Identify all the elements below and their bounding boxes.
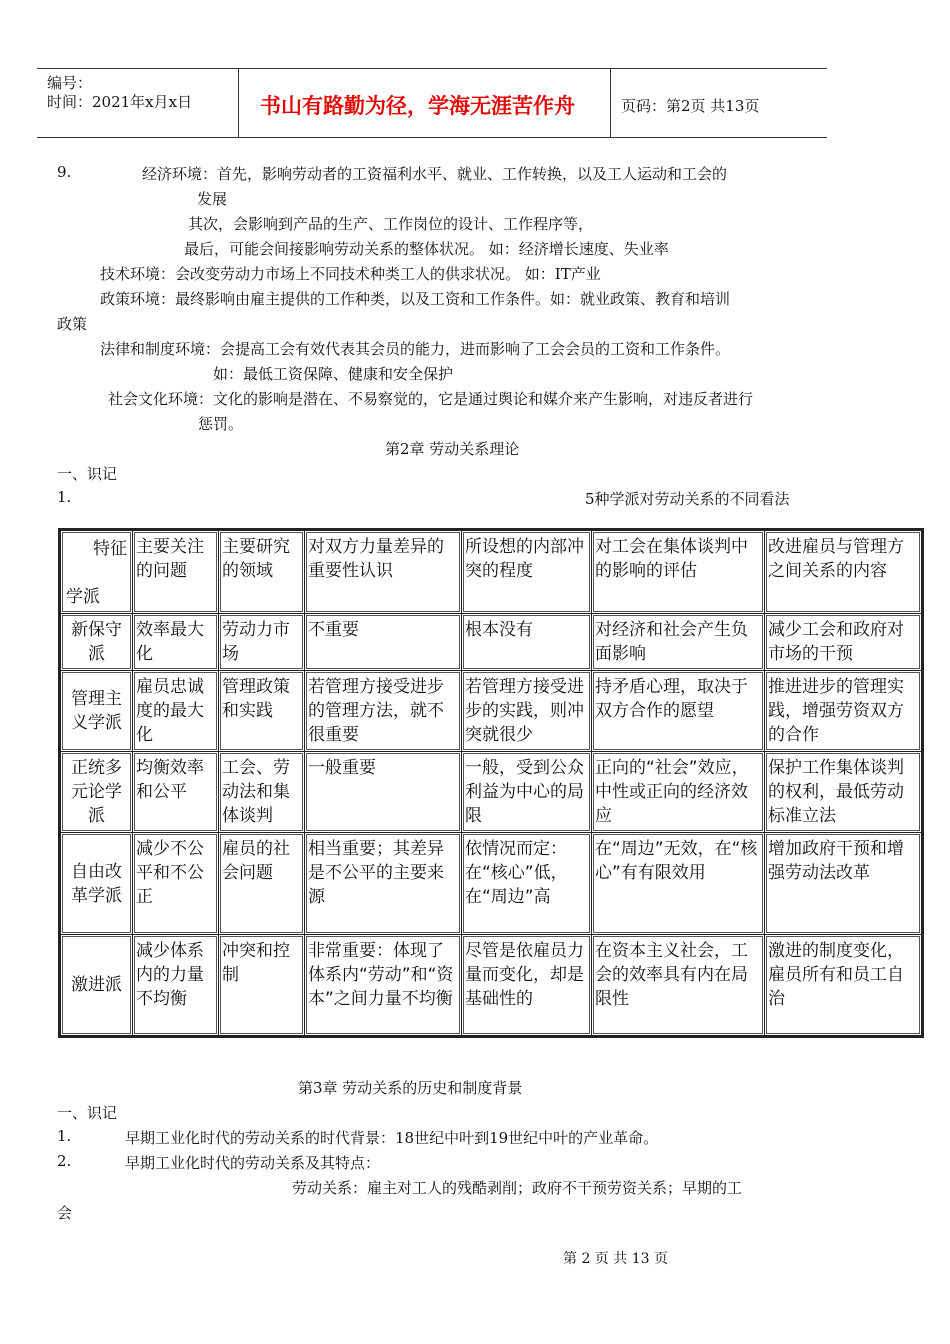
text-line: 劳动关系：雇主对工人的残酷剥削；政府不干预劳资关系；早期的工 — [292, 1179, 743, 1197]
chapter-title: 第2章 劳动关系理论 — [385, 440, 520, 458]
table-cell: 依情况而定：在“核心”低，在“周边”高 — [462, 833, 592, 935]
document-number-label: 编号： — [47, 74, 93, 92]
text-line: 政策 — [57, 315, 88, 333]
document-time-label: 时间：2021年x月x日 — [47, 93, 193, 111]
column-header: 所设想的内部冲突的程度 — [462, 530, 592, 614]
page-indicator: 页码：第2页 共13页 — [621, 97, 760, 115]
table-row — [60, 833, 923, 935]
table-cell: 减少体系内的力量不均衡 — [133, 935, 219, 1037]
text-line: 法律和制度环境：会提高工会有效代表其会员的能力，进而影响了工会会员的工资和工作条件。 — [100, 340, 731, 358]
text-line: 其次，会影响到产品的生产、工作岗位的设计、工作程序等， — [188, 215, 594, 233]
table-cell: 劳动力市场 — [219, 614, 305, 671]
column-header: 改进雇员与管理方之间关系的内容 — [765, 530, 923, 614]
table-cell: 若管理方接受进步的管理方法，就不很重要 — [305, 671, 462, 752]
table-cell: 推进进步的管理实践，增强劳资双方的合作 — [765, 671, 923, 752]
text-line: 最后，可能会间接影响劳动关系的整体状况。 如：经济增长速度、失业率 — [184, 240, 669, 258]
section-heading: 一、识记 — [57, 1104, 118, 1122]
list-number: 1. — [57, 488, 72, 506]
row-header: 新保守派 — [60, 614, 133, 671]
row-header: 激进派 — [60, 935, 133, 1037]
list-number: 1. — [57, 1127, 72, 1145]
header-divider — [238, 69, 239, 137]
text-line: 会 — [57, 1204, 73, 1222]
text-line: 早期工业化时代的劳动关系及其特点： — [125, 1154, 381, 1172]
table-cell: 不重要 — [305, 614, 462, 671]
list-number: 9. — [57, 163, 72, 181]
text-line: 早期工业化时代的劳动关系的时代背景：18世纪中叶到19世纪中叶的产业革命。 — [125, 1129, 659, 1147]
table-row — [60, 935, 923, 1037]
table-cell: 管理政策和实践 — [219, 671, 305, 752]
table-cell: 一般重要 — [305, 752, 462, 833]
table-cell: 在资本主义社会，工会的效率具有内在局限性 — [592, 935, 765, 1037]
table-cell: 雇员忠诚度的最大化 — [133, 671, 219, 752]
text-line: 如：最低工资保障、健康和安全保护 — [213, 365, 454, 383]
table-cell: 工会、劳动法和集体谈判 — [219, 752, 305, 833]
table-cell: 雇员的社会问题 — [219, 833, 305, 935]
row-header: 自由改革学派 — [60, 833, 133, 935]
table-cell: 相当重要；其差异是不公平的主要来源 — [305, 833, 462, 935]
column-header: 主要关注的问题 — [133, 530, 219, 614]
table-cell: 若管理方接受进步的实践，则冲突就很少 — [462, 671, 592, 752]
table-cell: 冲突和控制 — [219, 935, 305, 1037]
table-cell: 一般，受到公众利益为中心的局限 — [462, 752, 592, 833]
table-cell: 保护工作集体谈判的权利，最低劳动标准立法 — [765, 752, 923, 833]
header-motto: 书山有路勤为径，学海无涯苦作舟 — [260, 94, 575, 118]
schools-comparison-table — [58, 528, 924, 1038]
section-heading: 一、识记 — [57, 465, 118, 483]
table-row — [60, 671, 923, 752]
table-row — [60, 614, 923, 671]
column-header: 对双方力量差异的重要性认识 — [305, 530, 462, 614]
row-header: 管理主义学派 — [60, 671, 133, 752]
column-header: 主要研究的领域 — [219, 530, 305, 614]
table-cell: 非常重要：体现了体系内“劳动”和“资本”之间力量不均衡 — [305, 935, 462, 1037]
list-number: 2. — [57, 1152, 72, 1170]
table-caption: 5种学派对劳动关系的不同看法 — [585, 490, 790, 508]
table-cell: 正向的“社会”效应，中性或正向的经济效应 — [592, 752, 765, 833]
text-line: 惩罚。 — [198, 415, 244, 433]
row-header: 正统多元论学派 — [60, 752, 133, 833]
corner-school-label: 学派 — [66, 587, 100, 607]
table-cell: 减少工会和政府对市场的干预 — [765, 614, 923, 671]
table-cell: 减少不公平和不公正 — [133, 833, 219, 935]
page-footer: 第 2 页 共 13 页 — [563, 1251, 668, 1267]
table-cell: 尽管是依雇员力量而变化，却是基础性的 — [462, 935, 592, 1037]
table-header-row — [60, 530, 923, 614]
table-corner-cell — [60, 530, 133, 614]
header-divider — [610, 69, 611, 137]
table-cell: 在“周边”无效，在“核心”有有限效用 — [592, 833, 765, 935]
corner-feature-label: 特征 — [93, 539, 127, 559]
text-line: 社会文化环境：文化的影响是潜在、不易察觉的，它是通过舆论和媒介来产生影响，对违反者进行 — [108, 390, 754, 408]
table-cell: 增加政府干预和增强劳动法改革 — [765, 833, 923, 935]
text-line: 政策环境：最终影响由雇主提供的工作种类，以及工资和工作条件。如：就业政策、教育和培训 — [100, 290, 731, 308]
text-line: 技术环境：会改变劳动力市场上不同技术种类工人的供求状况。 如：IT产业 — [100, 265, 601, 283]
text-line: 经济环境：首先，影响劳动者的工资福利水平、就业、工作转换，以及工人运动和工会的 — [142, 165, 728, 183]
table-cell: 对经济和社会产生负面影响 — [592, 614, 765, 671]
table-row — [60, 752, 923, 833]
table-cell: 根本没有 — [462, 614, 592, 671]
table-cell: 均衡效率和公平 — [133, 752, 219, 833]
chapter-title: 第3章 劳动关系的历史和制度背景 — [298, 1079, 523, 1097]
text-line: 发展 — [197, 190, 228, 208]
table-cell: 效率最大化 — [133, 614, 219, 671]
column-header: 对工会在集体谈判中的影响的评估 — [592, 530, 765, 614]
table-cell: 持矛盾心理，取决于双方合作的愿望 — [592, 671, 765, 752]
table-cell: 激进的制度变化，雇员所有和员工自治 — [765, 935, 923, 1037]
